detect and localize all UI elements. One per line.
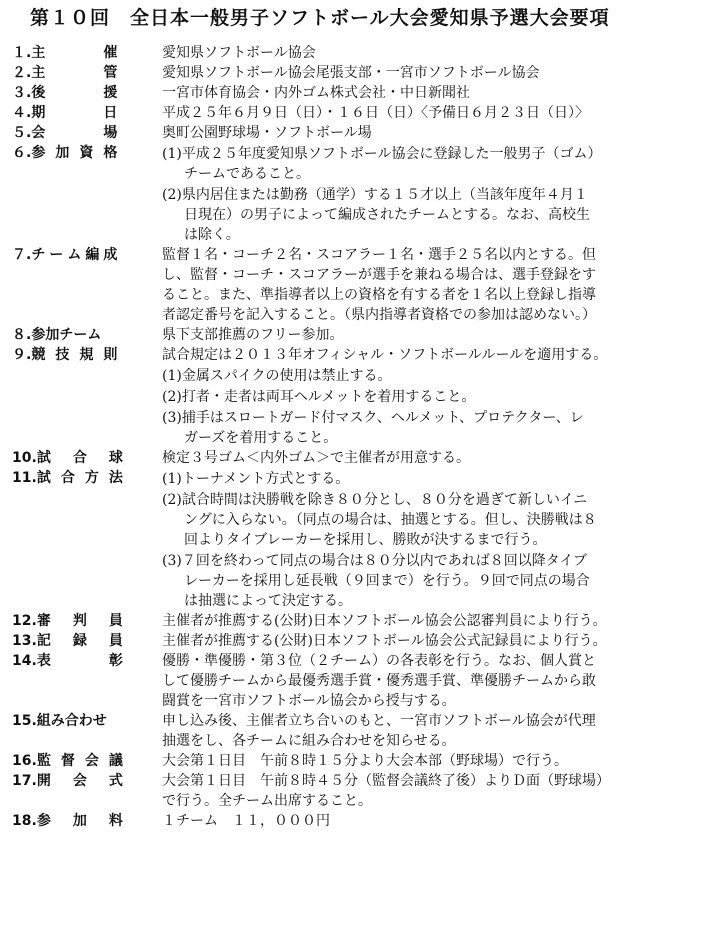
item-text-line: 者認定番号を記入すること。（県内指導者資格での参加は認めない。） [162,307,596,323]
item-label [0,123,162,143]
item-text-line: 監督１名・コーチ２名・スコアラー１名・選手２５名以内とする。但 [162,247,596,263]
item-name-char: 催 [103,45,118,61]
item-label [0,751,162,771]
item-label [0,83,162,103]
item-text-line: 優勝・準優勝・第３位（２チーム）の各表彰を行う。なお、個人賞と [162,653,596,669]
item-name-char: 参加チーム [31,327,102,343]
sub-clause-line: (2)打者・走者は両耳ヘルメットを着用すること。 [162,389,476,405]
item-number: １. [12,45,32,61]
item-name [37,711,123,731]
item-body [162,651,710,711]
sub-clause [162,551,702,611]
sub-clause [162,144,702,184]
item-text-line: 申し込み後、主催者立ち合いのもと、一宮市ソフトボール協会が代理 [162,713,596,729]
item-text-line: 抽選をし、各チームに組み合わせを知らせる。 [162,733,456,749]
item-name-char: 主 [31,65,46,81]
item-number: 18. [12,813,37,829]
item-name-char: 法 [108,470,123,486]
item-name-char: 球 [108,450,123,466]
item-name-char: 組み合わせ [36,713,107,729]
item-text-line: 主催者が推薦する(公財)日本ソフトボール協会公認審判員により行う。 [162,613,607,629]
item-body [162,43,710,63]
item-label [0,245,162,265]
item-name [31,143,117,163]
sub-clause [162,469,702,489]
item-name [31,43,117,63]
item-name-char: 場 [103,125,118,141]
item-name [31,63,117,83]
item-name [37,651,123,671]
list-item [0,123,710,143]
list-item [0,245,710,325]
item-name-char: 合 [72,450,87,466]
item-name-char: チ [31,247,46,263]
list-item [0,651,710,711]
item-label [0,63,162,83]
item-name-char: 員 [108,633,123,649]
sub-clause-line: は除く。 [184,227,240,243]
item-text-line: 試合規定は２０１３年オフィシャル・ソフトボールルールを適用する。 [162,347,608,363]
item-name [37,468,123,488]
item-text-line: 検定３号ゴム＜内外ゴム＞で主催者が用意する。 [162,450,470,466]
sub-clause-line: (1)金属スパイクの使用は禁止する。 [162,368,392,384]
item-name-char: 競 [31,347,46,363]
item-name [31,345,117,365]
guideline-list [0,43,710,831]
list-item [0,771,710,811]
item-name-char: 規 [79,347,94,363]
item-name [31,325,117,345]
item-number: 16. [12,753,37,769]
item-number: 12. [12,613,37,629]
item-text-line: し、監督・コーチ・スコアラーが選手を兼ねる場合は、選手登録をす [162,267,596,283]
item-body [162,123,710,143]
item-number: 13. [12,633,37,649]
item-label [0,611,162,631]
item-number: ７. [12,247,32,263]
list-item [0,751,710,771]
item-text-line: 大会第１日目 午前８時４５分（監督会議終了後）よりＤ面（野球場） [162,773,610,789]
item-text-line: 闘賞を一宮市ソフトボール協会から授与する。 [162,693,456,709]
item-text-line: 大会第１日目 午前８時１５分より大会本部（野球場）で行う。 [162,753,568,769]
item-label [0,43,162,63]
item-label [0,325,162,345]
item-text-line: 愛知県ソフトボール協会 [162,45,316,61]
sub-clause-line: (2)試合時間は決勝戦を除き８０分とし、８０分を過ぎて新しいイニ [162,492,588,508]
item-name [31,83,117,103]
item-body [162,63,710,83]
item-name [31,245,117,265]
item-number: 15. [12,713,37,729]
sub-clause [162,366,702,386]
item-name-char: 試 [36,470,51,486]
item-name [31,123,117,143]
item-name [37,771,123,791]
item-name [31,103,117,123]
item-name-char: 後 [31,85,46,101]
item-name-char: 録 [72,633,87,649]
item-name-char: 試 [36,450,51,466]
list-item [0,43,710,63]
list-item [0,468,710,611]
sub-clause-line: (1)平成２５年度愛知県ソフトボール協会に登録した一般男子（ゴム） [162,146,602,162]
list-item [0,345,710,448]
item-number: ９. [12,347,32,363]
sub-clause [162,490,702,550]
item-name [37,448,123,468]
item-label [0,811,162,831]
item-label [0,103,162,123]
item-number: ５. [12,125,32,141]
list-item [0,143,710,245]
item-number: ６. [12,145,32,161]
item-name-char: 会 [84,753,99,769]
list-item [0,83,710,103]
item-name-char: 援 [103,85,118,101]
sub-clause-line: (3)捕手はスロートガード付マスク、ヘルメット、プロテクター、レ [162,410,584,426]
item-label [0,711,162,731]
item-body [162,448,710,468]
item-body [162,345,710,448]
item-name-char: ム [67,247,82,263]
item-name-char: 参 [36,813,51,829]
item-number: 17. [12,773,37,789]
item-text-line: ること。また、準指導者以上の資格を有する者を１名以上登録し指導 [162,287,596,303]
item-body [162,751,710,771]
list-item [0,325,710,345]
item-name [37,611,123,631]
item-name-char: 議 [108,753,123,769]
item-name-char: 則 [103,347,118,363]
item-name-char: 成 [103,247,118,263]
item-name-char: 期 [31,105,46,121]
item-name-char: 方 [84,470,99,486]
item-body [162,325,710,345]
item-text-line: １チーム １１，０００円 [162,813,330,829]
sub-clause-line: 日現在）の男子によって編成されたチームとする。なお、高校生 [184,207,590,223]
item-text-line: して優勝チームから最優秀選手賞・優秀選手賞、準優勝チームから敢 [162,673,596,689]
item-name-char: 員 [108,613,123,629]
item-label [0,771,162,791]
item-text-line: 一宮市体育協会・内外ゴム株式会社・中日新聞社 [162,85,470,101]
list-item [0,103,710,123]
sub-clause [162,387,702,407]
item-number: ２. [12,65,32,81]
item-number: 14. [12,653,37,669]
item-name-char: 式 [108,773,123,789]
item-body [162,103,710,123]
item-label [0,143,162,163]
sub-clause-line: レーカーを採用し延長戦（９回まで）を行う。９回で同点の場合 [184,573,590,589]
item-name-char: 料 [108,813,123,829]
item-name-char: 加 [72,813,87,829]
item-label [0,468,162,488]
item-text-line: 県下支部推薦のフリー参加。 [162,327,344,343]
item-body [162,245,710,325]
item-label [0,345,162,365]
list-item [0,448,710,468]
item-name-char: 表 [36,653,51,669]
sub-clause-line: ングに入らない。（同点の場合は、抽選とする。但し、決勝戦は８ [184,512,597,528]
sub-clause-line: (1)トーナメント方式とする。 [162,471,350,487]
sub-clause-line: チームであること。 [184,166,310,182]
item-name-char: 格 [103,145,118,161]
item-name [37,631,123,651]
list-item [0,711,710,751]
item-number: ３. [12,85,32,101]
item-body [162,468,710,611]
item-name-char: 主 [31,45,46,61]
item-name [37,751,123,771]
item-name-char: 判 [72,613,87,629]
item-name-char: 記 [36,633,51,649]
item-number: ４. [12,105,32,121]
item-name-char: 技 [55,347,70,363]
document-title: 第１０回 全日本一般男子ソフトボール大会愛知県予選大会要項 [30,7,610,29]
item-text-line: 奥町公園野球場・ソフトボール場 [162,125,372,141]
item-name-char: ー [49,247,64,263]
item-text-line: 平成２５年６月９日（日）・１６日（日）〈予備日６月２３日（日）〉 [162,105,589,121]
item-label [0,631,162,651]
item-name-char: 審 [36,613,51,629]
item-body [162,143,710,245]
sub-clause-line: 回よりタイブレーカーを採用し、勝敗が決するまで行う。 [184,532,547,548]
list-item [0,631,710,651]
item-name-char: 督 [60,753,75,769]
item-label [0,448,162,468]
list-item [0,611,710,631]
sub-clause-line: (2)県内居住または勤務（通学）する１５才以上（当該年度年４月１ [162,187,588,203]
item-name-char: 編 [85,247,100,263]
item-name-char: 資 [79,145,94,161]
item-name-char: 参 [31,145,46,161]
item-number: 11. [12,470,37,486]
item-name-char: 会 [72,773,87,789]
sub-clause [162,185,702,245]
item-body [162,611,710,631]
item-body [162,83,710,103]
item-name-char: 加 [55,145,70,161]
item-label [0,651,162,671]
item-body [162,771,710,811]
item-name [37,811,123,831]
list-item [0,63,710,83]
sub-clause-line: (3)７回を終わって同点の場合は８０分以内であれば８回以降タイブ [162,553,587,569]
sub-clause-line: は抽選によって決定する。 [184,593,352,609]
item-body [162,811,710,831]
item-name-char: 合 [60,470,75,486]
item-name-char: 日 [103,105,118,121]
item-body [162,711,710,751]
list-item [0,811,710,831]
item-body [162,631,710,651]
sub-clause [162,408,702,448]
item-name-char: 監 [36,753,51,769]
item-name-char: 管 [103,65,118,81]
item-number: 10. [12,450,37,466]
item-name-char: 彰 [108,653,123,669]
item-text-line: 愛知県ソフトボール協会尾張支部・一宮市ソフトボール協会 [162,65,540,81]
item-text-line: で行う。全チーム出席すること。 [162,793,372,809]
item-text-line: 主催者が推薦する(公財)日本ソフトボール協会公式記録員により行う。 [162,633,607,649]
sub-clause-line: ガーズを着用すること。 [184,430,338,446]
item-name-char: 開 [36,773,51,789]
item-number: ８. [12,327,32,343]
item-name-char: 会 [31,125,46,141]
